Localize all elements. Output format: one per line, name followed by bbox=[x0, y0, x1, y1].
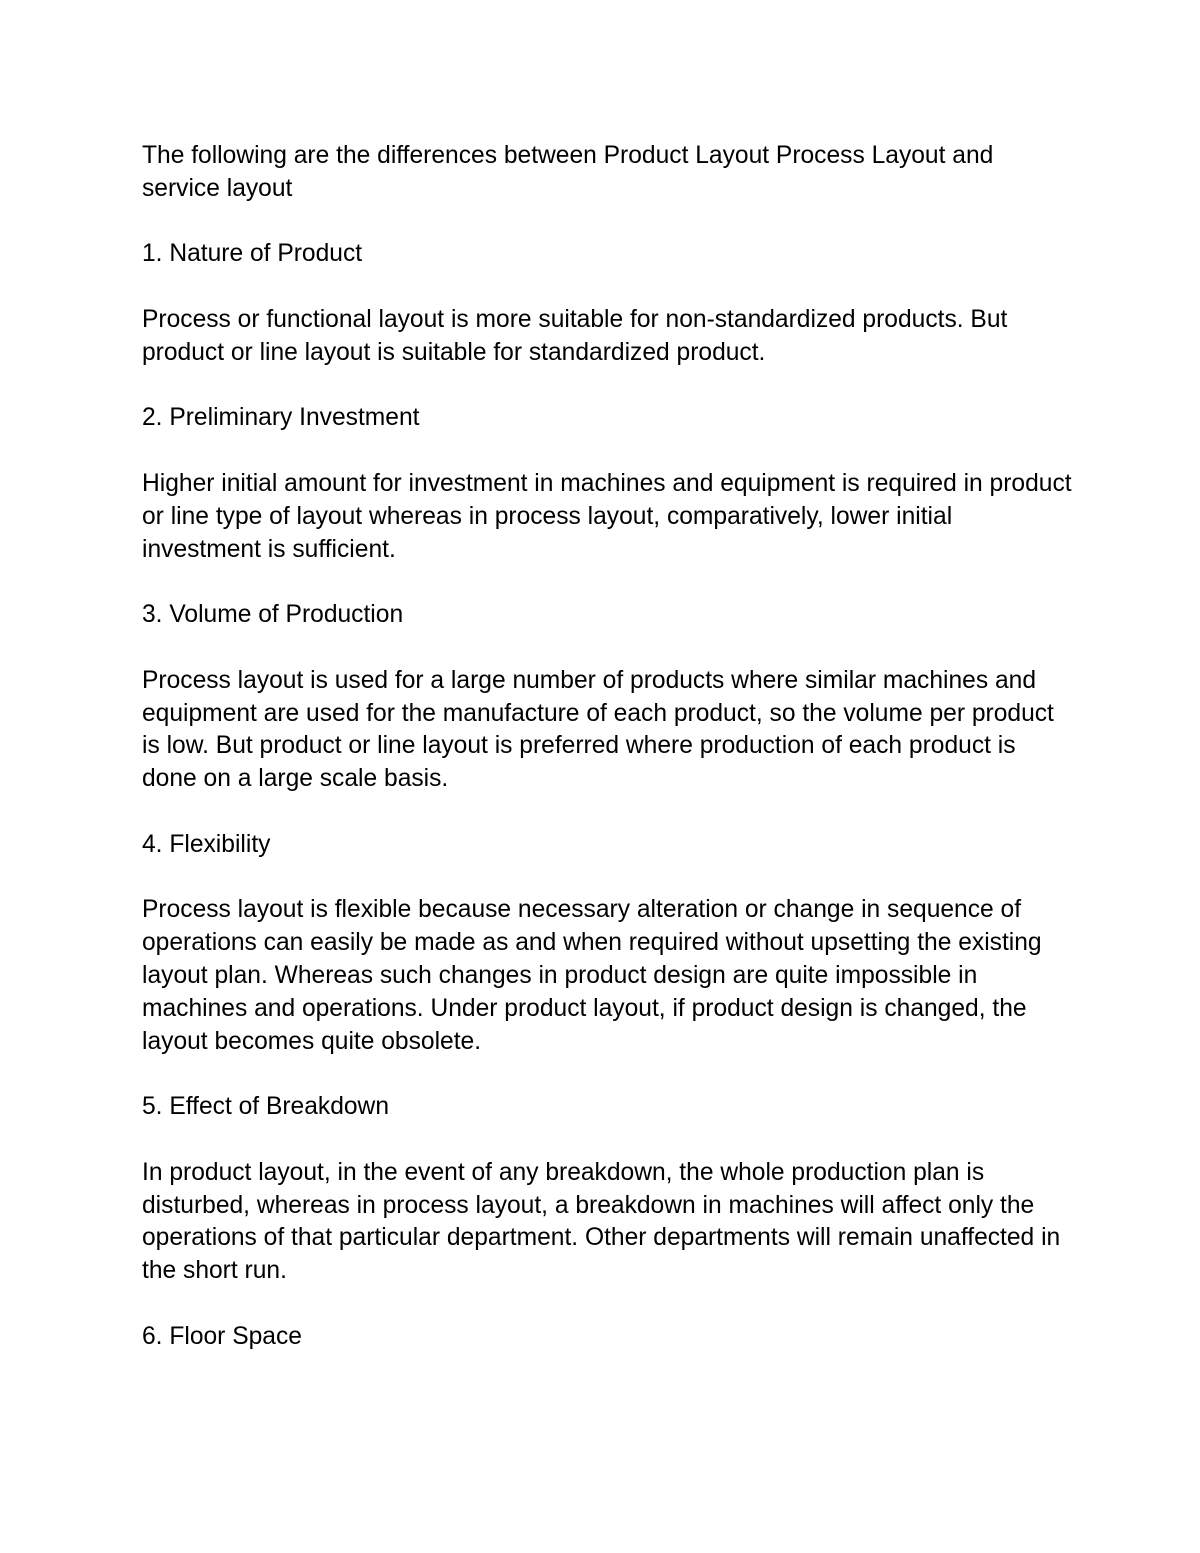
document-body bbox=[142, 140, 1077, 1386]
section-body-volume-of-production: Process layout is used for a large number of products where similar machines and equipment are used for the manufacture of each product, so the volume per product is low. But product or line layout is preferred where production of each product is done on a large scale basis. bbox=[142, 666, 1054, 793]
section-body-preliminary-investment: Higher initial amount for investment in machines and equipment is required in product or line type of layout whereas in process layout, comparatively, lower initial investment is sufficient. bbox=[142, 469, 1072, 563]
intro-paragraph: The following are the differences between Product Layout Process Layout and service layout bbox=[142, 142, 994, 202]
section-heading-flexibility: 4. Flexibility bbox=[142, 830, 271, 858]
section-heading-volume-of-production: 3. Volume of Production bbox=[142, 601, 404, 629]
section-heading-floor-space: 6. Floor Space bbox=[142, 1322, 302, 1350]
section-body-flexibility: Process layout is flexible because necessary alteration or change in sequence of operations can easily be made as and when required without upsetting the existing layout plan. Whereas such changes in product design are quite impossible in machines and operations. Under product layout, if product design is changed, the layout becomes quite obsolete. bbox=[142, 896, 1042, 1055]
section-heading-preliminary-investment: 2. Preliminary Investment bbox=[142, 404, 420, 432]
section-body-effect-of-breakdown: In product layout, in the event of any breakdown, the whole production plan is disturbed, whereas in process layout, a breakdown in machines will affect only the operations of that particular department. Other departments will remain unaffected in the short run. bbox=[142, 1158, 1061, 1285]
section-body-nature-of-product: Process or functional layout is more suitable for non-standardized products. But product or line layout is suitable for standardized product. bbox=[142, 305, 1008, 366]
section-heading-nature-of-product: 1. Nature of Product bbox=[142, 240, 363, 268]
section-heading-effect-of-breakdown: 5. Effect of Breakdown bbox=[142, 1093, 389, 1121]
